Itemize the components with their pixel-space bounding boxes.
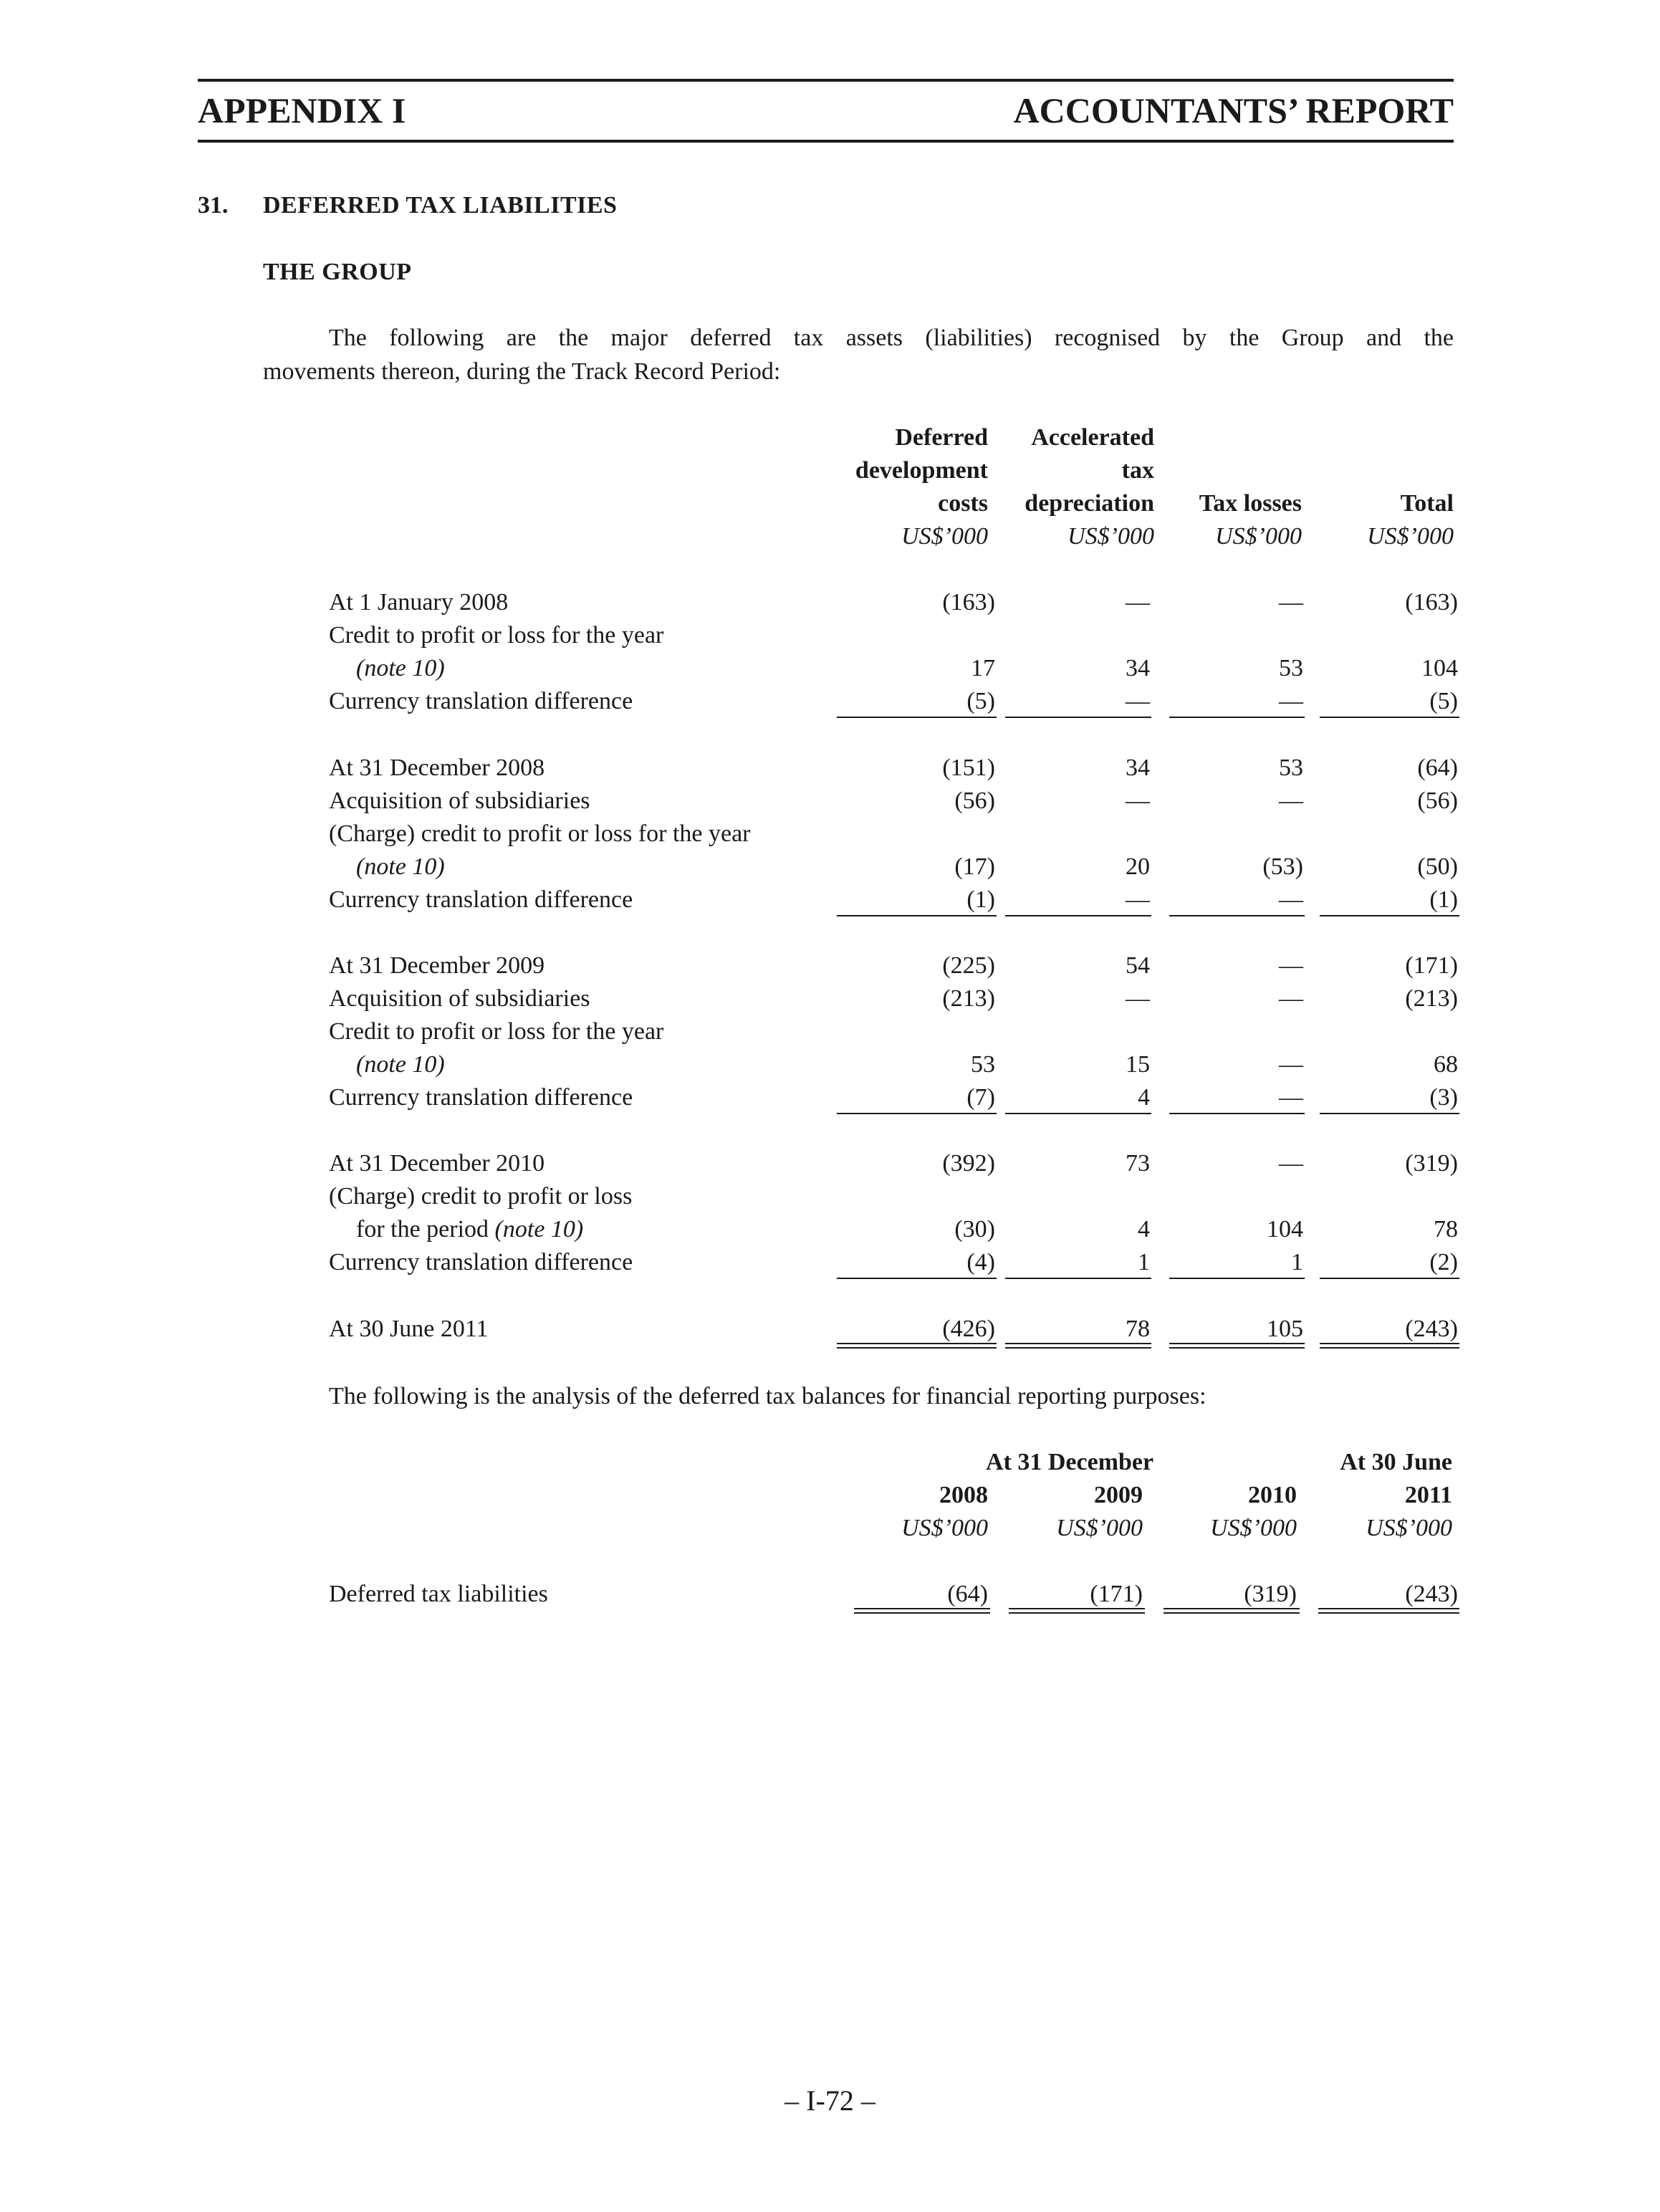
- total-double-rule: [1164, 1608, 1300, 1614]
- cell-value: —: [1279, 886, 1303, 913]
- row-label: At 31 December 2010: [329, 1150, 545, 1177]
- unit-header: US$’000: [1056, 1515, 1143, 1541]
- cell-value: —: [1279, 1051, 1303, 1078]
- col-header-deferred-2: development: [855, 457, 988, 484]
- row-label: At 31 December 2009: [329, 952, 545, 979]
- cell-value: (7): [966, 1084, 995, 1111]
- cell-value: 104: [1421, 655, 1458, 681]
- section-title: DEFERRED TAX LIABILITIES: [263, 192, 618, 219]
- row-label-note: (note 10): [356, 655, 445, 681]
- page-number: – I-72 –: [785, 2084, 875, 2117]
- cell-value: 53: [1279, 755, 1303, 781]
- cell-value: (5): [1429, 688, 1458, 714]
- cell-value: 20: [1126, 853, 1150, 880]
- cell-value: —: [1126, 787, 1150, 814]
- cell-value: (163): [942, 589, 995, 616]
- subtotal-rule: [1320, 717, 1459, 718]
- col-header-deferred-1: Deferred: [895, 424, 988, 451]
- analysis-intro: The following is the analysis of the deferred tax balances for financial reporting purposes:: [329, 1383, 1206, 1409]
- row-label: Currency translation difference: [329, 1084, 633, 1111]
- cell-value: (171): [1405, 952, 1458, 979]
- cell-value: (319): [1244, 1581, 1297, 1607]
- cell-value: (243): [1405, 1581, 1458, 1607]
- unit-header: US$’000: [1366, 1515, 1452, 1541]
- subtotal-rule: [1169, 1113, 1305, 1114]
- year-header: 2011: [1404, 1482, 1452, 1508]
- subtotal-rule: [1320, 1113, 1459, 1114]
- row-label: At 31 December 2008: [329, 755, 545, 781]
- total-double-rule: [1318, 1608, 1459, 1614]
- row-label: (Charge) credit to profit or loss: [329, 1183, 633, 1210]
- cell-value: 104: [1267, 1216, 1303, 1243]
- cell-value: (3): [1429, 1084, 1458, 1111]
- cell-value: (17): [954, 853, 995, 880]
- cell-value: (64): [947, 1581, 988, 1607]
- subtotal-rule: [1005, 1278, 1151, 1279]
- cell-value: (213): [1405, 985, 1458, 1012]
- cell-value: (1): [966, 886, 995, 913]
- cell-value: (392): [942, 1150, 995, 1177]
- cell-value: (30): [954, 1216, 995, 1243]
- cell-value: 68: [1434, 1051, 1458, 1078]
- subtotal-rule: [1169, 1278, 1305, 1279]
- row-label: Acquisition of subsidiaries: [329, 985, 590, 1012]
- cell-value: —: [1126, 985, 1150, 1012]
- col-header-accelerated-1: Accelerated: [1031, 424, 1154, 451]
- cell-value: (213): [942, 985, 995, 1012]
- cell-value: 53: [1279, 655, 1303, 681]
- row-label: Acquisition of subsidiaries: [329, 787, 590, 814]
- row-label: [356, 1213, 583, 1246]
- cell-value: —: [1126, 886, 1150, 913]
- cell-value: 73: [1126, 1150, 1150, 1177]
- intro-line-2: movements thereon, during the Track Record Period:: [263, 358, 781, 385]
- cell-value: (151): [942, 755, 995, 781]
- cell-value: —: [1279, 952, 1303, 979]
- subtotal-rule: [837, 1278, 997, 1279]
- cell-value: 4: [1138, 1216, 1150, 1243]
- col-header-deferred-3: costs: [938, 490, 988, 517]
- year-header: 2010: [1248, 1482, 1297, 1508]
- total-double-rule: [837, 1343, 997, 1349]
- row-label: Currency translation difference: [329, 1249, 633, 1275]
- header-bottom-rule: [198, 140, 1454, 143]
- cell-value: (56): [954, 787, 995, 814]
- col-header-total: Total: [1400, 490, 1454, 517]
- cell-value: (319): [1405, 1150, 1458, 1177]
- total-double-rule: [854, 1608, 990, 1614]
- cell-value: —: [1126, 688, 1150, 714]
- cell-value: 34: [1126, 655, 1150, 681]
- cell-value: —: [1279, 787, 1303, 814]
- group-header-december: At 31 December: [986, 1449, 1154, 1475]
- cell-value: —: [1279, 985, 1303, 1012]
- row-label-text: for the period: [356, 1216, 489, 1243]
- total-double-rule: [1005, 1343, 1151, 1349]
- subtotal-rule: [1320, 1278, 1459, 1279]
- subtotal-rule: [1005, 717, 1151, 718]
- subtotal-rule: [837, 1113, 997, 1114]
- row-label: (Charge) credit to profit or loss for the year: [329, 820, 751, 847]
- unit-header: US$’000: [901, 1515, 988, 1541]
- cell-value: (163): [1405, 589, 1458, 616]
- intro-line-1: The following are the major deferred tax assets (liabilities) recognised by the Group and the: [329, 325, 1454, 351]
- row-label: At 1 January 2008: [329, 589, 509, 616]
- row-label: Currency translation difference: [329, 886, 633, 913]
- subtotal-rule: [1005, 915, 1151, 916]
- col-unit-deferred: US$’000: [901, 523, 988, 550]
- cell-value: 34: [1126, 755, 1150, 781]
- cell-value: —: [1126, 589, 1150, 616]
- cell-value: 54: [1126, 952, 1150, 979]
- header-top-rule: [198, 79, 1454, 82]
- cell-value: (4): [966, 1249, 995, 1275]
- col-header-accelerated-2: tax: [1121, 457, 1154, 484]
- header-report-title: ACCOUNTANTS’ REPORT: [1013, 90, 1454, 130]
- group-header-june: At 30 June: [1340, 1449, 1452, 1475]
- year-header: 2008: [939, 1482, 988, 1508]
- subtotal-rule: [1005, 1113, 1151, 1114]
- row-label: Credit to profit or loss for the year: [329, 1018, 664, 1045]
- subtotal-rule: [837, 915, 997, 916]
- col-unit-total: US$’000: [1367, 523, 1454, 550]
- subtotal-rule: [1169, 915, 1305, 916]
- cell-value: (56): [1417, 787, 1458, 814]
- cell-value: 1: [1291, 1249, 1303, 1275]
- cell-value: 15: [1126, 1051, 1150, 1078]
- year-header: 2009: [1094, 1482, 1143, 1508]
- header-appendix: APPENDIX I: [198, 90, 406, 130]
- cell-value: 4: [1138, 1084, 1150, 1111]
- cell-value: 105: [1267, 1316, 1303, 1342]
- cell-value: 17: [971, 655, 995, 681]
- cell-value: (426): [942, 1316, 995, 1342]
- subtotal-rule: [1320, 915, 1459, 916]
- cell-value: 53: [971, 1051, 995, 1078]
- cell-value: (53): [1262, 853, 1303, 880]
- cell-value: (1): [1429, 886, 1458, 913]
- subtotal-rule: [837, 717, 997, 718]
- cell-value: (225): [942, 952, 995, 979]
- col-header-tax-losses: Tax losses: [1199, 490, 1302, 517]
- cell-value: (64): [1417, 755, 1458, 781]
- total-double-rule: [1169, 1343, 1305, 1349]
- total-double-rule: [1009, 1608, 1145, 1614]
- subtotal-rule: [1169, 717, 1305, 718]
- row-label: Deferred tax liabilities: [329, 1581, 548, 1607]
- cell-value: —: [1279, 1150, 1303, 1177]
- cell-value: —: [1279, 589, 1303, 616]
- row-label-note: (note 10): [494, 1216, 584, 1243]
- col-unit-accelerated: US$’000: [1068, 523, 1154, 550]
- row-label-note: (note 10): [356, 853, 445, 880]
- cell-value: (50): [1417, 853, 1458, 880]
- cell-value: 1: [1138, 1249, 1150, 1275]
- row-label: Currency translation difference: [329, 688, 633, 714]
- row-label-note: (note 10): [356, 1051, 445, 1078]
- total-double-rule: [1320, 1343, 1459, 1349]
- unit-header: US$’000: [1210, 1515, 1297, 1541]
- row-label: At 30 June 2011: [329, 1316, 489, 1342]
- section-number: 31.: [198, 192, 229, 219]
- cell-value: —: [1279, 688, 1303, 714]
- cell-value: —: [1279, 1084, 1303, 1111]
- cell-value: (243): [1405, 1316, 1458, 1342]
- cell-value: (2): [1429, 1249, 1458, 1275]
- col-unit-tax-losses: US$’000: [1215, 523, 1302, 550]
- row-label: Credit to profit or loss for the year: [329, 622, 664, 648]
- cell-value: (5): [966, 688, 995, 714]
- cell-value: (171): [1090, 1581, 1143, 1607]
- cell-value: 78: [1126, 1316, 1150, 1342]
- cell-value: 78: [1434, 1216, 1458, 1243]
- col-header-accelerated-3: depreciation: [1025, 490, 1154, 517]
- section-subtitle: THE GROUP: [263, 259, 412, 285]
